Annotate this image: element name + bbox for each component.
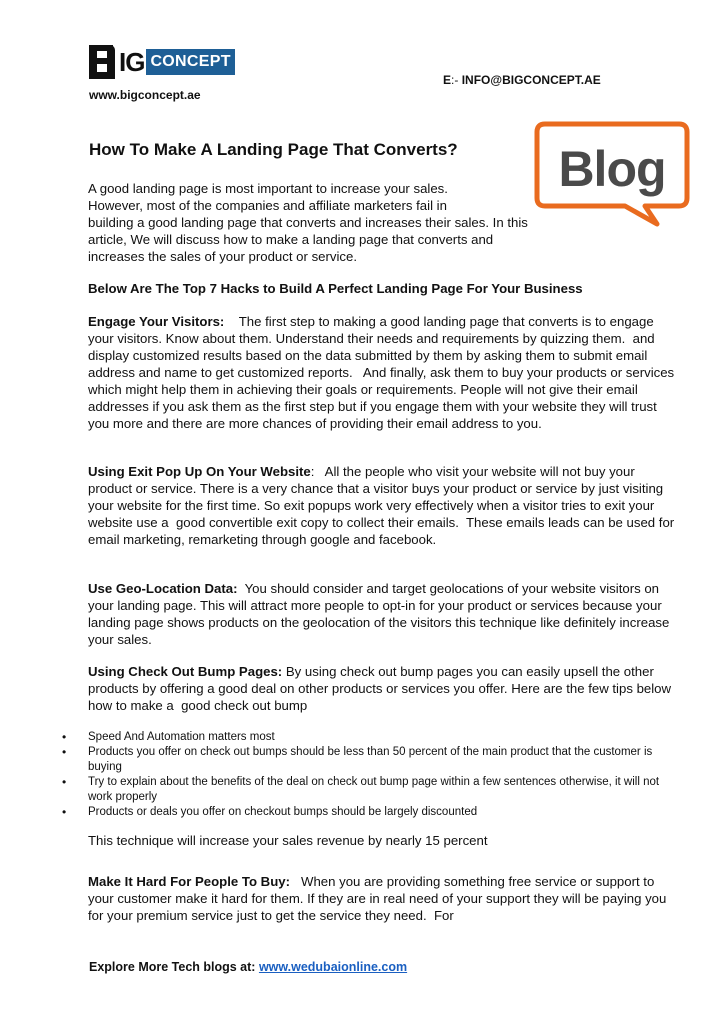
section-geo-location	[88, 580, 678, 648]
section-heading: Use Geo-Location Data:	[88, 581, 238, 596]
page-title: How To Make A Landing Page That Converts?	[89, 140, 458, 159]
section-body: : All the people who visit your website will not buy your product or service. There is a very chance that a visitor buys your product or service by just visiting your website for the first time. So exit popups work very effectively when a visitor tries to exit your website use a good convertible exit copy to collect their emails. These emails leads can be used for email marketing, remarketing through google and facebook.	[88, 464, 678, 547]
logo-b-mark	[89, 45, 117, 79]
blog-speech-bubble-icon	[533, 120, 691, 228]
intro-paragraph	[88, 180, 548, 265]
hacks-heading: Below Are The Top 7 Hacks to Build A Perfect Landing Page For Your Business	[88, 281, 583, 296]
tips-list	[88, 730, 683, 820]
blog-badge-text: Blog	[558, 141, 666, 197]
section-exit-popup	[88, 463, 678, 548]
list-item: • Speed And Automation matters most	[88, 730, 683, 745]
email-separator: :-	[451, 73, 459, 87]
list-item: • Try to explain about the benefits of the deal on check out bump page within a few sentences otherwise, it will not work properly	[88, 775, 683, 805]
list-item: • Products or deals you offer on checkout bumps should be largely discounted	[88, 805, 683, 820]
email-value[interactable]: INFO@BIGCONCEPT.AE	[461, 73, 601, 87]
intro-line: However, most of the companies and affiliate marketers fail in	[88, 198, 447, 213]
email-label: E	[443, 73, 452, 87]
logo-text-concept: CONCEPT	[146, 49, 234, 75]
section-heading: Using Check Out Bump Pages:	[88, 664, 283, 679]
logo-text-ig: IG	[119, 47, 145, 77]
footer-link[interactable]: www.wedubaionline.com	[258, 960, 408, 974]
company-logo[interactable]	[89, 45, 235, 79]
intro-line: article, We will discuss how to make a landing page that converts and	[88, 232, 494, 247]
section-hard-to-buy	[88, 873, 678, 924]
contact-email	[443, 73, 601, 87]
list-item: • Products you offer on check out bumps should be less than 50 percent of the main product that the customer is buying	[88, 745, 683, 775]
section-body: The first step to making a good landing page that converts is to engage your visitors. Know about them. Understand their needs and requirements by quizzing them. and display customized results based on the data submitted by them by asking them to submit email address and name to get customized reports. And finally, ask them to buy your products or services which might help them in achieving their goals or requirements. People will not give their email addresses if you ask them as the first step but if you engage them with your website they will trust you more and there are more chances of providing their email address to you.	[88, 314, 678, 431]
section-body: When you are providing something free service or support to your customer make it hard for them. If they are in real need of your support they will be paying you for your premium service just to get the service they need. For	[88, 874, 671, 923]
section-heading: Make It Hard For People To Buy:	[88, 874, 290, 889]
intro-line: increases the sales of your product or service.	[88, 249, 358, 264]
footer	[89, 960, 407, 974]
section-body: You should consider and target geolocations of your website visitors on your landing page. This will attract more people to opt-in for your product or services because your landing page shows products on the geolocation of the visitors this technique like definitely increase your sales.	[88, 581, 674, 647]
footer-label: Explore More Tech blogs at:	[89, 960, 259, 974]
intro-line: building a good landing page that converts and increases their sales. In this	[88, 215, 528, 230]
section-check-out-bump	[88, 663, 678, 714]
section-heading: Using Exit Pop Up On Your Website	[88, 464, 311, 479]
section-heading: Engage Your Visitors:	[88, 314, 225, 329]
section-engage-visitors	[88, 313, 678, 432]
technique-note: This technique will increase your sales revenue by nearly 15 percent	[88, 833, 488, 848]
website-url[interactable]: www.bigconcept.ae	[89, 88, 201, 102]
intro-line: A good landing page is most important to increase your sales.	[88, 181, 448, 196]
section-body: By using check out bump pages you can easily upsell the other products by offering a good deal on other products or services you offer. Here are the few tips below how to make a good check out bump	[88, 664, 675, 713]
